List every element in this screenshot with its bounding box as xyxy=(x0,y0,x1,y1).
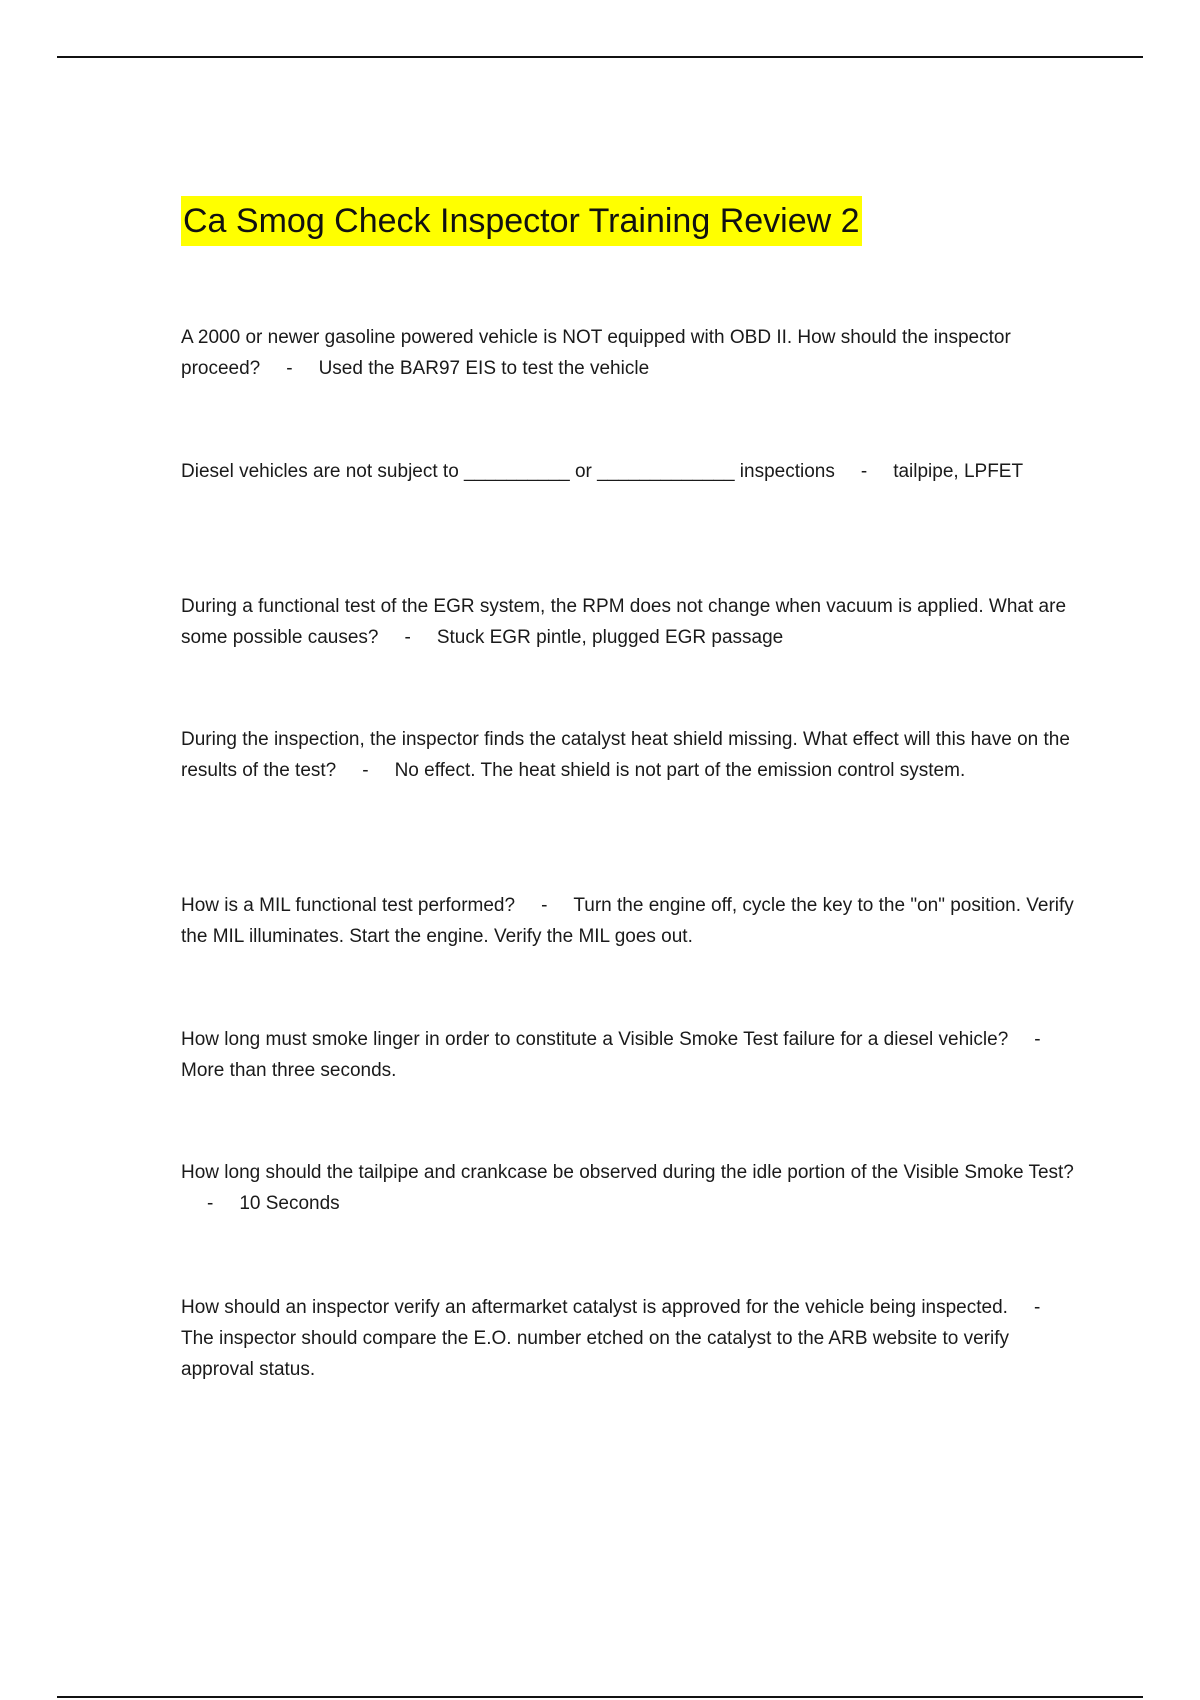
qa-item xyxy=(181,591,1081,653)
question-text: A 2000 or newer gasoline powered vehicle is NOT equipped with OBD II. How should the inspector proceed? xyxy=(181,327,1011,379)
qa-item xyxy=(181,890,1081,952)
question-text: Diesel vehicles are not subject to __________ or _____________ inspections xyxy=(181,461,835,482)
answer-text: Turn the engine off, cycle the key to the "on" position. Verify the MIL illuminates. Start the engine. Verify the MIL goes out. xyxy=(181,895,1074,947)
qa-separator: - xyxy=(286,358,293,379)
answer-text: More than three seconds. xyxy=(181,1060,397,1081)
question-text: How long must smoke linger in order to constitute a Visible Smoke Test failure for a diesel vehicle? xyxy=(181,1029,1009,1050)
qa-separator: - xyxy=(860,461,868,482)
top-rule xyxy=(57,56,1143,58)
qa-item xyxy=(181,724,1081,786)
qa-item xyxy=(181,456,1081,487)
answer-text: No effect. The heat shield is not part of the emission control system. xyxy=(394,760,966,781)
qa-separator: - xyxy=(541,895,548,916)
answer-text: The inspector should compare the E.O. number etched on the catalyst to the ARB website to verify approval status. xyxy=(181,1328,1009,1380)
document-title: Ca Smog Check Inspector Training Review 2 xyxy=(181,196,862,246)
question-text: How long should the tailpipe and crankcase be observed during the idle portion of the Visible Smoke Test? xyxy=(181,1162,1074,1183)
qa-item xyxy=(181,1157,1081,1219)
answer-text: tailpipe, LPFET xyxy=(893,461,1024,482)
question-text: During a functional test of the EGR system, the RPM does not change when vacuum is applied. What are some possible causes? xyxy=(181,596,1067,648)
qa-separator: - xyxy=(1034,1029,1041,1050)
qa-item xyxy=(181,1024,1081,1086)
answer-text: Used the BAR97 EIS to test the vehicle xyxy=(318,358,650,379)
question-text: During the inspection, the inspector finds the catalyst heat shield missing. What effect will this have on the results of the test? xyxy=(181,729,1070,781)
qa-item xyxy=(181,322,1081,384)
qa-separator: - xyxy=(404,627,411,648)
qa-separator: - xyxy=(362,760,369,781)
bottom-rule xyxy=(57,1696,1143,1698)
question-text: How should an inspector verify an aftermarket catalyst is approved for the vehicle being inspected. xyxy=(181,1297,1008,1318)
answer-text: Stuck EGR pintle, plugged EGR passage xyxy=(436,627,784,648)
qa-item xyxy=(181,1292,1081,1385)
answer-text: 10 Seconds xyxy=(239,1193,340,1214)
question-text: How is a MIL functional test performed? xyxy=(181,895,516,916)
qa-separator: - xyxy=(1033,1297,1041,1318)
qa-separator: - xyxy=(207,1193,214,1214)
